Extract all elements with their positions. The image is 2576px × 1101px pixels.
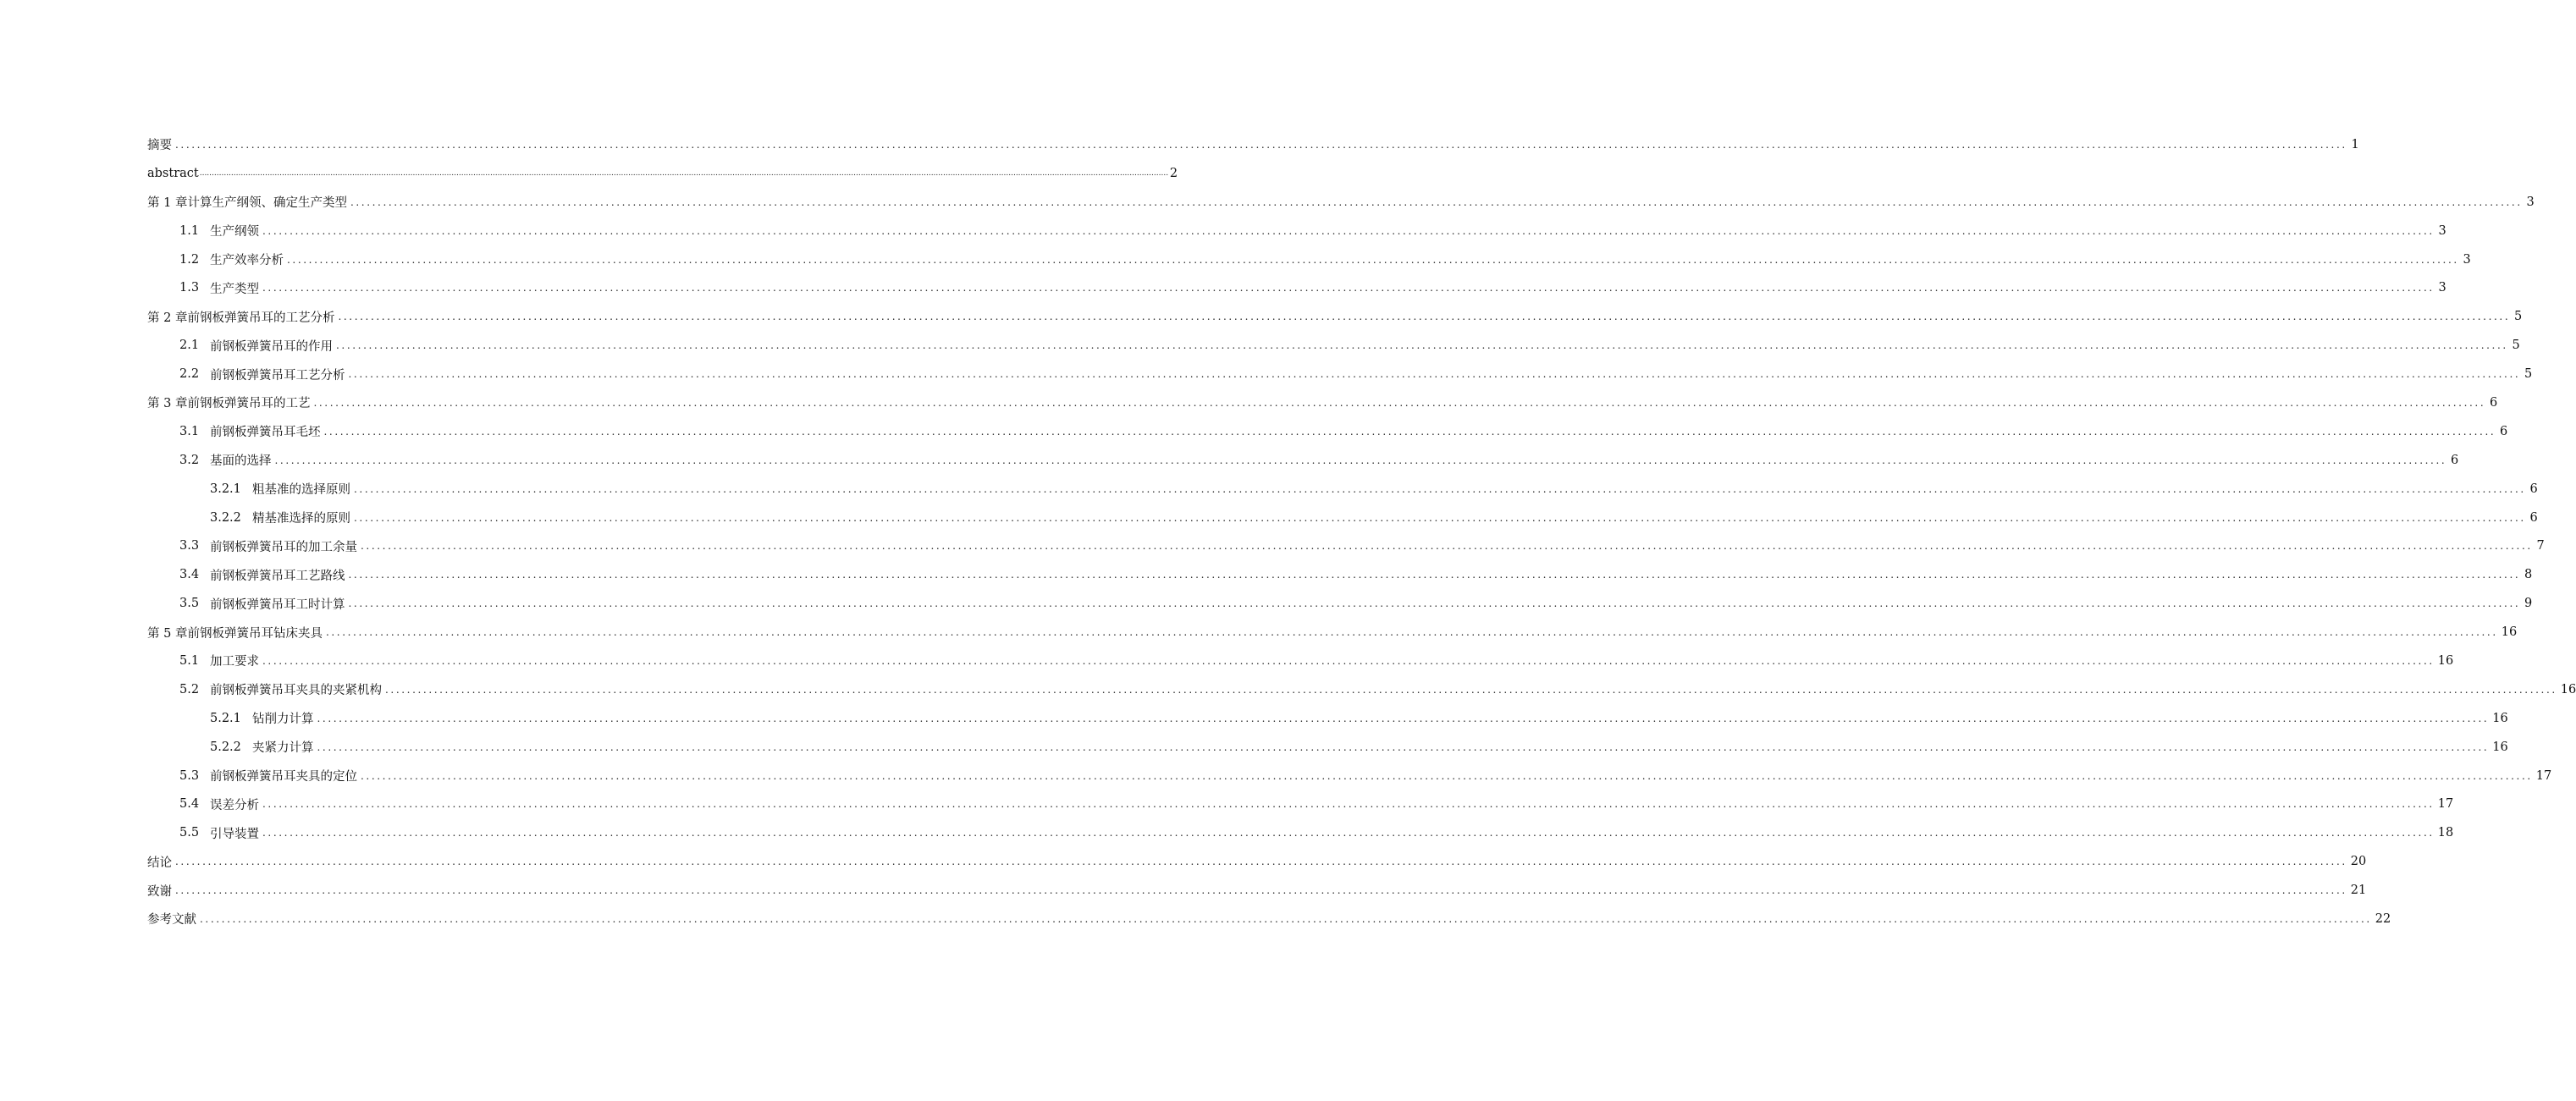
toc-entry-title: 生产效率分析 (210, 254, 284, 267)
toc-entry-title: 粗基准的选择原则 (252, 483, 350, 498)
toc-entry-page-number: 5 (2512, 339, 2520, 353)
toc-entry[interactable] (147, 704, 2508, 733)
dot-leader: ................................................................................................................................................................................................................................................................................................................................................................................................................ (287, 253, 2459, 266)
toc-entry[interactable] (147, 762, 2552, 790)
dot-leader: ................................................................................................................................................................................................................................................................................................................................................................................................................ (313, 396, 2486, 409)
toc-entry[interactable] (147, 733, 2508, 762)
dot-leader: ................................................................................................................................................................................................................................................................................................................................................................................................................ (262, 282, 2435, 295)
toc-entry-page-number: 22 (2375, 911, 2391, 926)
toc-entry-page-number: 3 (2438, 223, 2446, 238)
toc-entry-number: 5.2.1 (210, 711, 241, 725)
toc-entry-title: 钻削力计算 (252, 713, 314, 727)
dot-leader: ................................................................................................................................................................................................................................................................................................................................................................................................................ (338, 311, 2511, 323)
toc-entry[interactable] (147, 302, 2523, 331)
toc-entry-title: 前钢板弹簧吊耳工艺分析 (210, 368, 345, 383)
toc-entry-title: 基面的选择 (210, 454, 272, 469)
toc-entry-page-number: 16 (2492, 740, 2508, 754)
toc-entry-page-number: 16 (2492, 711, 2508, 725)
toc-entry-number: 3.5 (179, 597, 200, 611)
toc-entry[interactable] (147, 589, 2533, 618)
toc-entry-title: 夹紧力计算 (252, 741, 314, 756)
dot-leader: ................................................................................................................................................................................................................................................................................................................................................................................................................ (323, 425, 2496, 438)
toc-entry[interactable] (147, 446, 2459, 475)
toc-entry-page-number: 3 (2438, 281, 2446, 295)
dot-leader: ................................................................................................................................................................................................................................................................................................................................................................................................................ (325, 626, 2498, 639)
toc-entry[interactable] (147, 818, 2454, 847)
toc-entry-title: abstract (147, 166, 199, 180)
toc-entry[interactable] (147, 475, 2538, 504)
toc-entry-page-number: 8 (2524, 568, 2533, 582)
toc-entry-number: 1.3 (179, 281, 200, 295)
toc-entry-number: 1.2 (179, 252, 200, 267)
toc-entry[interactable] (147, 790, 2454, 818)
toc-entry-number: 1.1 (179, 223, 200, 238)
toc-entry[interactable] (147, 675, 2576, 704)
toc-entry-title: 第 2 章前钢板弹簧吊耳的工艺分析 (147, 311, 335, 325)
toc-entry-page-number: 5 (2524, 367, 2533, 382)
toc-entry-page-number: 17 (2437, 797, 2454, 812)
toc-entry[interactable] (147, 245, 2471, 274)
dot-leader: ................................................................................................................................................................................................................................................................................................................................................................................................................ (317, 712, 2490, 724)
toc-entry[interactable] (147, 504, 2538, 532)
toc-entry-title: 前钢板弹簧吊耳夹具的定位 (210, 770, 357, 784)
toc-entry-title: 第 5 章前钢板弹簧吊耳钻床夹具 (147, 626, 323, 641)
toc-entry-page-number: 6 (2490, 395, 2498, 410)
toc-entry[interactable] (147, 531, 2545, 560)
toc-entry-title: 引导装置 (210, 827, 259, 841)
dot-leader: ................................................................................................................................................................................................................................................................................................................................................................................................................ (348, 597, 2521, 610)
toc-entry-page-number: 3 (2463, 252, 2471, 267)
toc-entry-page-number: 2 (1169, 166, 1178, 180)
toc-entry-title: 第 3 章前钢板弹簧吊耳的工艺 (147, 397, 311, 411)
toc-entry-title: 参考文献 (147, 913, 196, 928)
dot-leader: ................................................................................................................................................................................................................................................................................................................................................................................................................ (354, 482, 2526, 495)
toc-entry-page-number: 6 (2529, 482, 2538, 496)
dot-leader: ................................................................................................................................................................................................................................................................................................................................................................................................................ (336, 339, 2508, 352)
toc-entry-page-number: 1 (2351, 137, 2359, 151)
toc-entry-number: 5.2 (179, 682, 200, 696)
toc-entry-page-number: 16 (2437, 653, 2454, 668)
toc-entry-title: 前钢板弹簧吊耳毛坯 (210, 426, 321, 440)
toc-entry-number: 5.2.2 (210, 740, 241, 754)
toc-entry[interactable] (147, 647, 2454, 675)
toc-entry-page-number: 6 (2451, 453, 2459, 467)
dot-leader: ................................................................................................................................................................................................................................................................................................................................................................................................................ (350, 195, 2523, 208)
toc-entry-title: 生产纲领 (210, 225, 259, 239)
toc-entry[interactable] (147, 560, 2533, 589)
toc-entry-page-number: 21 (2350, 884, 2367, 898)
toc-entry-page-number: 5 (2514, 310, 2523, 324)
toc-entry-number: 5.4 (179, 797, 200, 812)
toc-entry-number: 3.2.2 (210, 510, 241, 525)
toc-entry-title: 前钢板弹簧吊耳夹具的夹紧机构 (210, 684, 382, 698)
toc-entry-title: 前钢板弹簧吊耳工艺路线 (210, 569, 345, 583)
dot-leader: ................................................................................................................................................................................................................................................................................................................................................................................................................ (361, 769, 2533, 782)
toc-entry-page-number: 7 (2536, 539, 2545, 553)
toc-entry-number: 3.2 (179, 453, 200, 467)
toc-entry-number: 2.1 (179, 339, 200, 353)
toc-entry-number: 5.1 (179, 653, 200, 668)
toc-entry-title: 前钢板弹簧吊耳的作用 (210, 339, 333, 354)
toc-entry[interactable] (147, 360, 2533, 388)
toc-entry-title: 前钢板弹簧吊耳工时计算 (210, 597, 345, 612)
toc-entry[interactable] (147, 273, 2446, 302)
dot-leader: ................................................................................................................................................................................................................................................................................................................................................................................................................ (354, 511, 2526, 524)
toc-entry[interactable] (147, 847, 2367, 876)
toc-entry[interactable] (147, 417, 2508, 446)
table-of-contents (147, 130, 2576, 933)
toc-entry[interactable] (147, 876, 2367, 905)
dot-leader: ................................................................................................................................................................................................................................................................................................................................................................................................................ (262, 827, 2435, 840)
toc-entry-page-number: 20 (2350, 855, 2367, 869)
dot-leader: ................................................................................................................................................................................................................................................................................................................................................................................................................ (385, 683, 2557, 696)
toc-entry-page-number: 3 (2526, 195, 2535, 209)
toc-entry[interactable] (147, 331, 2520, 360)
dot-leader: ................................................................................................................................................................................................................................................................................................................................................................................................................ (200, 912, 2372, 925)
toc-entry-page-number: 6 (2529, 510, 2538, 525)
dot-leader: ................................................................................................................................................................................................................................................................................................................................................................................................................ (262, 224, 2435, 237)
toc-entry-number: 3.1 (179, 424, 200, 438)
toc-entry-number: 3.3 (179, 539, 200, 553)
toc-entry-page-number: 18 (2437, 826, 2454, 840)
toc-entry-title: 前钢板弹簧吊耳的加工余量 (210, 540, 357, 554)
toc-entry-title: 生产类型 (210, 282, 259, 296)
toc-entry-page-number: 17 (2535, 768, 2552, 783)
dot-leader: ................................................................................................................................................................................................................................................................................................................................................................................................................ (262, 798, 2435, 811)
toc-entry-title: 结论 (147, 856, 172, 870)
toc-entry-title: 摘要 (147, 139, 172, 153)
dot-leader: ................................................................................................................................................................................................................................................................................................................................................................................................................ (348, 569, 2521, 581)
toc-entry-number: 5.3 (179, 768, 200, 783)
toc-entry[interactable] (147, 159, 1178, 188)
toc-entry-number: 3.2.1 (210, 482, 241, 496)
toc-entry[interactable] (147, 130, 2359, 159)
dot-leader: ................................................................................................................................................................................................................................................................................................................................................................................................................ (361, 540, 2533, 553)
dot-leader: ................................................................................................................................................................................................................................................................................................................................................................................................................ (348, 368, 2521, 381)
dot-leader: ................................................................................................................................................................................................................................................................................................................................................................................................................ (262, 654, 2435, 667)
toc-entry-number: 5.5 (179, 826, 200, 840)
toc-entry[interactable] (147, 618, 2518, 647)
toc-entry[interactable] (147, 388, 2498, 417)
dot-leader: ................................................................................................................................................................................................................................................................................................................................................................................................................ (175, 138, 2347, 151)
toc-entry-title: 第 1 章计算生产纲领、确定生产类型 (147, 196, 347, 211)
toc-entry-page-number: 16 (2560, 682, 2576, 696)
toc-entry-title: 致谢 (147, 884, 172, 899)
toc-entry[interactable] (147, 217, 2446, 245)
dot-leader: ................................................................................................................................................................................................................................................................................................................................................................................................................ (175, 856, 2347, 868)
dot-leader: ................................................................................................................................................................................................................................................................................................................................................................................................................ (274, 454, 2447, 466)
toc-entry-title: 加工要求 (210, 655, 259, 669)
toc-entry[interactable] (147, 188, 2535, 217)
toc-entry-title: 精基准选择的原则 (252, 512, 350, 526)
toc-entry-number: 3.4 (179, 568, 200, 582)
dot-leader: ................................................................................................................................................................................................................................................................................................................................................................................................................ (199, 168, 1169, 178)
toc-entry-page-number: 9 (2524, 597, 2533, 611)
toc-entry-title: 误差分析 (210, 798, 259, 812)
toc-entry-page-number: 6 (2500, 424, 2508, 438)
toc-entry[interactable] (147, 905, 2391, 933)
dot-leader: ................................................................................................................................................................................................................................................................................................................................................................................................................ (317, 740, 2490, 753)
toc-entry-number: 2.2 (179, 367, 200, 382)
dot-leader: ................................................................................................................................................................................................................................................................................................................................................................................................................ (175, 884, 2347, 897)
toc-entry-page-number: 16 (2501, 625, 2518, 640)
